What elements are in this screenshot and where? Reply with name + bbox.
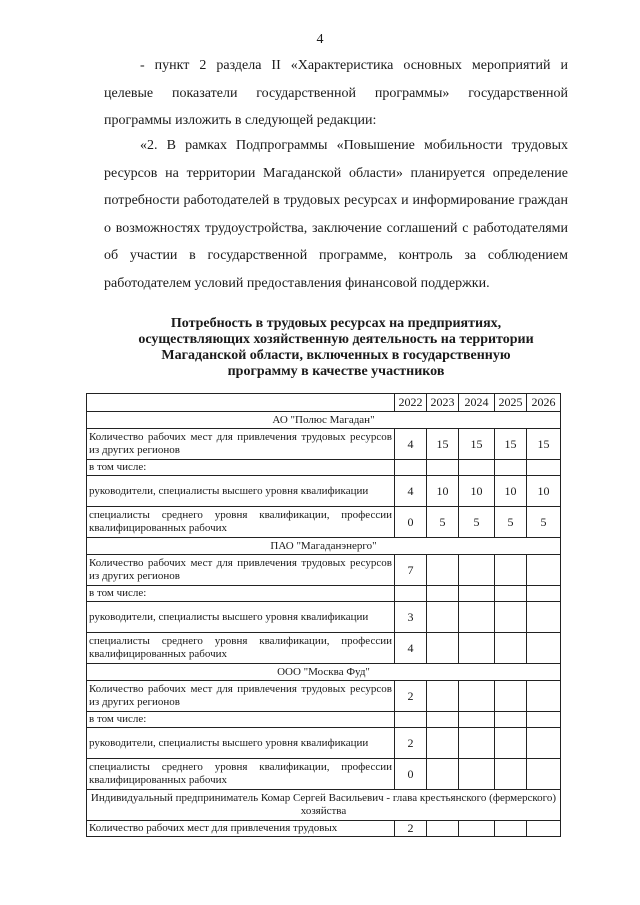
value-cell xyxy=(427,728,459,759)
jobs-label: Количество рабочих мест для привлечения трудовых xyxy=(87,821,395,837)
value-cell xyxy=(495,633,527,664)
employer-name: Индивидуальный предприниматель Комар Сергей Васильевич - глава крестьянского (фермерского) хозяйства xyxy=(87,790,561,821)
value-cell xyxy=(527,555,561,586)
specialists-row xyxy=(87,759,561,790)
value-cell xyxy=(427,633,459,664)
managers-label: руководители, специалисты высшего уровня квалификации xyxy=(87,476,395,507)
including-label: в том числе: xyxy=(87,460,395,476)
header-empty-cell xyxy=(87,394,395,412)
specialists-label: специалисты среднего уровня квалификации, профессии квалифицированных рабочих xyxy=(87,633,395,664)
value-cell xyxy=(527,759,561,790)
managers-label: руководители, специалисты высшего уровня квалификации xyxy=(87,602,395,633)
year-header: 2024 xyxy=(459,394,495,412)
value-cell: 5 xyxy=(427,507,459,538)
jobs-row xyxy=(87,681,561,712)
value-cell xyxy=(427,759,459,790)
value-cell: 10 xyxy=(527,476,561,507)
table-body xyxy=(87,394,561,837)
employer-row xyxy=(87,412,561,429)
value-cell xyxy=(495,821,527,837)
value-cell: 10 xyxy=(427,476,459,507)
value-cell: 4 xyxy=(395,476,427,507)
value-cell xyxy=(459,460,495,476)
value-cell: 15 xyxy=(459,429,495,460)
jobs-row xyxy=(87,821,561,837)
value-cell xyxy=(527,460,561,476)
value-cell xyxy=(527,633,561,664)
value-cell: 2 xyxy=(395,728,427,759)
value-cell: 10 xyxy=(495,476,527,507)
specialists-row xyxy=(87,633,561,664)
value-cell: 2 xyxy=(395,681,427,712)
value-cell xyxy=(427,555,459,586)
value-cell: 15 xyxy=(495,429,527,460)
specialists-label: специалисты среднего уровня квалификации, профессии квалифицированных рабочих xyxy=(87,759,395,790)
value-cell xyxy=(427,681,459,712)
jobs-row xyxy=(87,429,561,460)
value-cell xyxy=(495,555,527,586)
value-cell xyxy=(427,586,459,602)
value-cell xyxy=(427,712,459,728)
value-cell: 10 xyxy=(459,476,495,507)
employer-name: ПАО "Магаданэнерго" xyxy=(87,538,561,555)
employer-row xyxy=(87,664,561,681)
value-cell: 4 xyxy=(395,633,427,664)
including-label: в том числе: xyxy=(87,712,395,728)
value-cell xyxy=(527,602,561,633)
year-header: 2026 xyxy=(527,394,561,412)
value-cell xyxy=(427,460,459,476)
year-header: 2025 xyxy=(495,394,527,412)
value-cell: 4 xyxy=(395,429,427,460)
value-cell xyxy=(459,821,495,837)
year-header: 2022 xyxy=(395,394,427,412)
value-cell xyxy=(527,821,561,837)
year-header: 2023 xyxy=(427,394,459,412)
value-cell xyxy=(495,728,527,759)
value-cell: 5 xyxy=(495,507,527,538)
value-cell xyxy=(495,602,527,633)
value-cell xyxy=(459,555,495,586)
table-title: Потребность в трудовых ресурсах на предприятиях, осуществляющих хозяйственную деятельность на территории Магаданской области, включенных в государственную программу в качестве участников xyxy=(138,316,534,379)
specialists-row xyxy=(87,507,561,538)
value-cell xyxy=(459,712,495,728)
value-cell xyxy=(427,821,459,837)
value-cell xyxy=(459,681,495,712)
including-row xyxy=(87,460,561,476)
value-cell xyxy=(495,586,527,602)
value-cell: 15 xyxy=(427,429,459,460)
value-cell: 0 xyxy=(395,759,427,790)
including-row xyxy=(87,712,561,728)
employer-row xyxy=(87,538,561,555)
value-cell: 7 xyxy=(395,555,427,586)
specialists-label: специалисты среднего уровня квалификации, профессии квалифицированных рабочих xyxy=(87,507,395,538)
employer-name: ООО "Москва Фуд" xyxy=(87,664,561,681)
value-cell xyxy=(495,460,527,476)
including-row xyxy=(87,586,561,602)
managers-row xyxy=(87,728,561,759)
value-cell: 0 xyxy=(395,507,427,538)
value-cell xyxy=(395,460,427,476)
value-cell xyxy=(495,712,527,728)
value-cell xyxy=(459,633,495,664)
value-cell xyxy=(459,602,495,633)
managers-label: руководители, специалисты высшего уровня квалификации xyxy=(87,728,395,759)
jobs-label: Количество рабочих мест для привлечения трудовых ресурсов из других регионов xyxy=(87,555,395,586)
managers-row xyxy=(87,602,561,633)
value-cell xyxy=(495,681,527,712)
value-cell xyxy=(427,602,459,633)
value-cell xyxy=(459,728,495,759)
jobs-row xyxy=(87,555,561,586)
main-paragraph: «2. В рамках Подпрограммы «Повышение мобильности трудовых ресурсов на территории Магаданской области» планируется определение потребности работодателей в трудовых ресурсах и информирование граждан о возможностях трудоустройства, заключение соглашений с работодателями об участии в государственной программе, контроль за соблюдением работодателем условий предоставления финансовой поддержки. xyxy=(104,138,568,291)
value-cell: 5 xyxy=(459,507,495,538)
employer-row xyxy=(87,790,561,821)
value-cell xyxy=(395,586,427,602)
value-cell xyxy=(527,728,561,759)
value-cell: 2 xyxy=(395,821,427,837)
page-number: 4 xyxy=(316,32,324,47)
jobs-label: Количество рабочих мест для привлечения трудовых ресурсов из других регионов xyxy=(87,429,395,460)
value-cell: 3 xyxy=(395,602,427,633)
intro-paragraph: - пункт 2 раздела II «Характеристика основных мероприятий и целевые показатели государственной программы» государственной программы изложить в следующей редакции: xyxy=(104,58,568,128)
value-cell: 15 xyxy=(527,429,561,460)
value-cell: 5 xyxy=(527,507,561,538)
value-cell xyxy=(527,586,561,602)
including-label: в том числе: xyxy=(87,586,395,602)
jobs-label: Количество рабочих мест для привлечения трудовых ресурсов из других регионов xyxy=(87,681,395,712)
managers-row xyxy=(87,476,561,507)
value-cell xyxy=(395,712,427,728)
value-cell xyxy=(459,586,495,602)
value-cell xyxy=(495,759,527,790)
value-cell xyxy=(459,759,495,790)
employer-name: АО "Полюс Магадан" xyxy=(87,412,561,429)
value-cell xyxy=(527,712,561,728)
value-cell xyxy=(527,681,561,712)
labor-demand-table xyxy=(86,393,561,837)
year-header-row xyxy=(87,394,561,412)
